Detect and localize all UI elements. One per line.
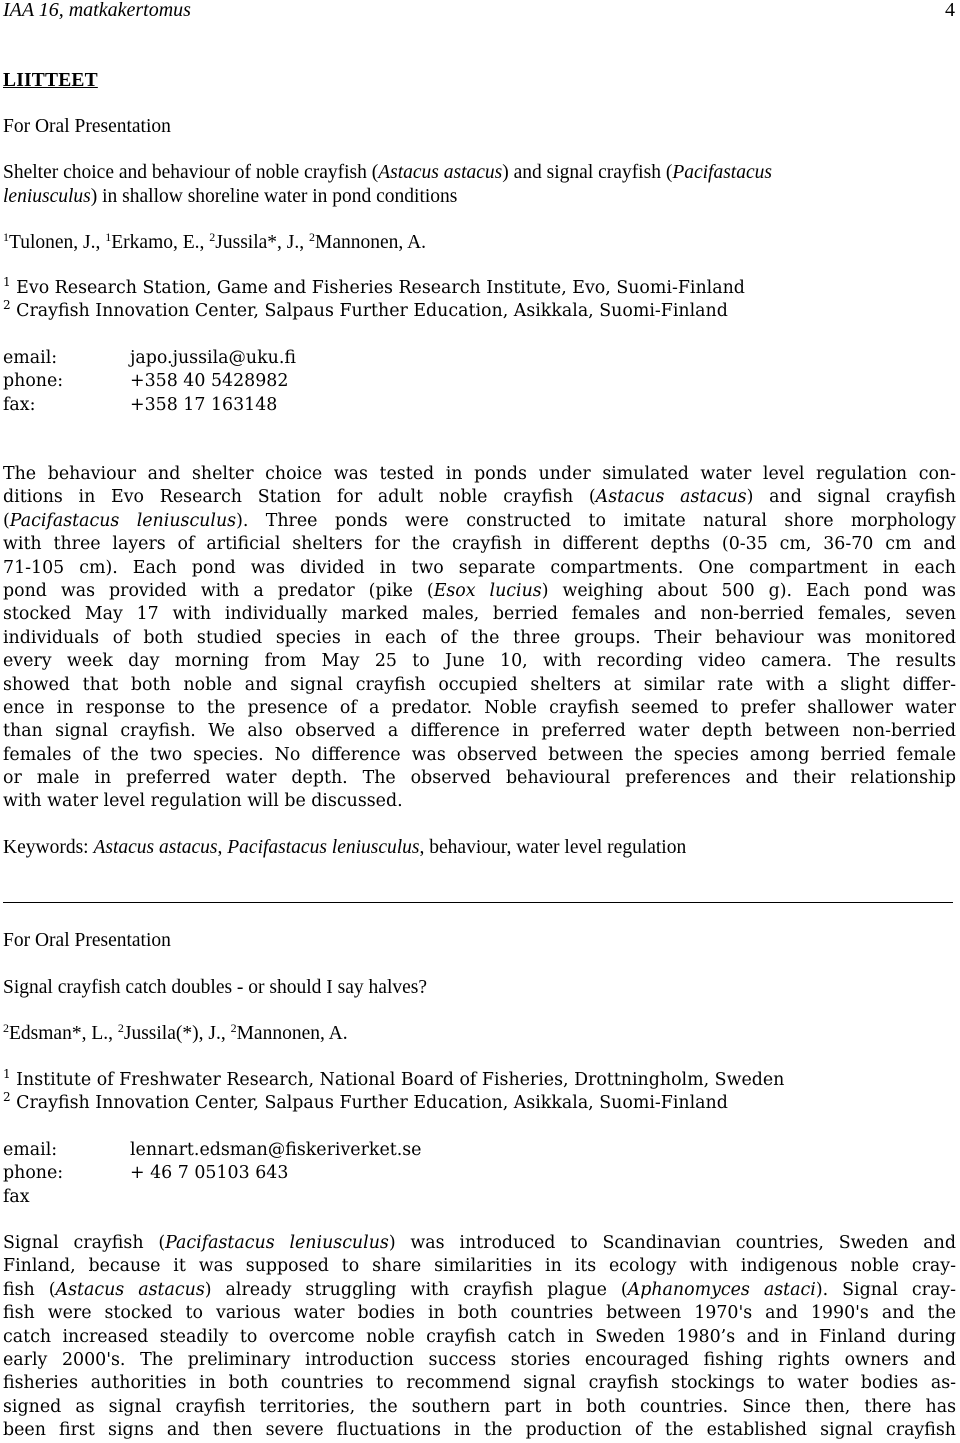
body-line: females of the two species. No difference was observed between the species among berried female [3,744,956,765]
phone-number: + 46 7 05103 643 [130,1163,289,1184]
body-line: signed as signal crayfish territories, the southern part in both countries. Since then, there has [3,1396,956,1417]
running-title: IAA 16, matkakertomus [3,0,191,21]
fax-number: +358 17 163148 [130,394,278,415]
email-link[interactable]: lennart.edsman@fiskeriverket.se [130,1140,422,1160]
running-header [3,0,955,23]
body-line: than signal crayfish. We also observed a difference in preferred water depth between non-berried [3,721,956,742]
keywords-1: Keywords: Astacus astacus, Pacifastacus leniusculus, behaviour, water level regulation [3,837,687,858]
body-line: catch increased steadily to overcome noble crayfish catch in Sweden 1980’s and in Finland during [3,1326,956,1347]
body-line: ence in response to the presence of a predator. Noble crayfish seemed to prefer shallower water [3,697,956,718]
body-line: every week day morning from May 25 to June 10, with recording video camera. The results [3,651,956,672]
affiliation: $^1$ Institute of Freshwater Research, National Board of Fisheries, Drottningholm, Sweden [3,1067,785,1090]
body-line: or male in preferred water depth. The observed behavioural preferences and their relationship [3,768,956,789]
body-line: been first signs and then severe fluctuations in the production of the established signal crayfish [3,1420,956,1441]
body-line: Signal crayfish (Pacifastacus leniusculus) was introduced to Scandinavian countries, Sweden and [3,1233,956,1253]
body-line: (Pacifastacus leniusculus). Three ponds were constructed to imitate natural shore morphology [3,510,956,531]
contact-block-1: email: japo.jussila@uku.fi phone: +358 40 5428982 fax: +358 17 163148 [3,347,956,417]
page-number: 4 [945,0,955,21]
email-link[interactable]: japo.jussila@uku.fi [130,348,296,368]
abstract-body-2 [3,1232,956,1443]
affiliation: $^2$ Crayfish Innovation Center, Salpaus Further Education, Asikkala, Suomi-Finland [3,1090,728,1114]
body-line: ditions in Evo Research Station for adult noble crayfish (Astacus astacus) and signal crayfish [3,487,956,508]
abstract-title-2: Signal crayfish catch doubles - or should I say halves? [3,977,428,998]
body-line: fish were stocked to various water bodies in both countries between 1970's and 1990's and the [3,1303,956,1324]
affiliation: $^2$ Crayfish Innovation Center, Salpaus Further Education, Asikkala, Suomi-Finland [3,298,728,322]
body-line: with water level regulation will be discussed. [3,791,403,812]
affiliation: $^1$ Evo Research Station, Game and Fisheries Research Institute, Evo, Suomi-Finland [3,275,745,298]
affiliations-1 [3,277,956,324]
section-divider [3,902,953,903]
section-heading: LIITTEET [3,70,98,91]
author-list-1: $^1$Tulonen, J., $^1$Erkamo, E., $^2$Jussila*, J., $^2$Mannonen, A. [3,230,427,253]
body-line: Finland, because it was supposed to share similarities in its ecology with indigenous noble cray- [3,1256,956,1277]
affiliations-2 [3,1069,956,1116]
presentation-type-2: For Oral Presentation [3,930,171,951]
body-line: fish (Astacus astacus) already struggling with crayfish plague (Aphanomyces astaci). Signal cray- [3,1279,957,1300]
body-line: with three layers of artificial shelters for the crayfish in different depths (0-35 cm, 36-70 cm and [3,534,956,555]
body-line: pond was provided with a predator (pike (Esox lucius) weighing about 500 g). Each pond was [3,580,956,601]
author-list-2: $^2$Edsman*, L., $^2$Jussila(*), J., $^2$Mannonen, A. [3,1021,348,1044]
contact-block-2: email: lennart.edsman@fiskeriverket.se phone: + 46 7 05103 643 fax [3,1140,422,1207]
body-line: showed that both noble and signal crayfish occupied shelters at similar rate with a slight differ- [3,674,956,695]
abstract-body-1 [3,463,956,814]
body-line: 71-105 cm). Each pond was divided in two separate compartments. One compartment in each [3,557,956,578]
body-line: The behaviour and shelter choice was tested in ponds under simulated water level regulation con- [3,464,956,484]
body-line: early 2000's. The preliminary introduction success stories encouraged fishing rights owners and [3,1349,956,1370]
body-line: individuals of both studied species in each of the three groups. Their behaviour was monitored [3,627,956,648]
body-line: stocked May 17 with individually marked males, berried females and non-berried females, seven [3,604,956,625]
presentation-type-1: For Oral Presentation [3,116,171,137]
body-line: fisheries authorities in both countries to recommend signal crayfish stockings to water bodies as- [3,1373,956,1394]
abstract-title-1: Shelter choice and behaviour of noble crayfish (Astacus astacus) and signal crayfish (Pacifastacus leniusculus) in shallow shoreline water in pond conditions [3,162,772,207]
phone-number: +358 40 5428982 [130,371,289,392]
